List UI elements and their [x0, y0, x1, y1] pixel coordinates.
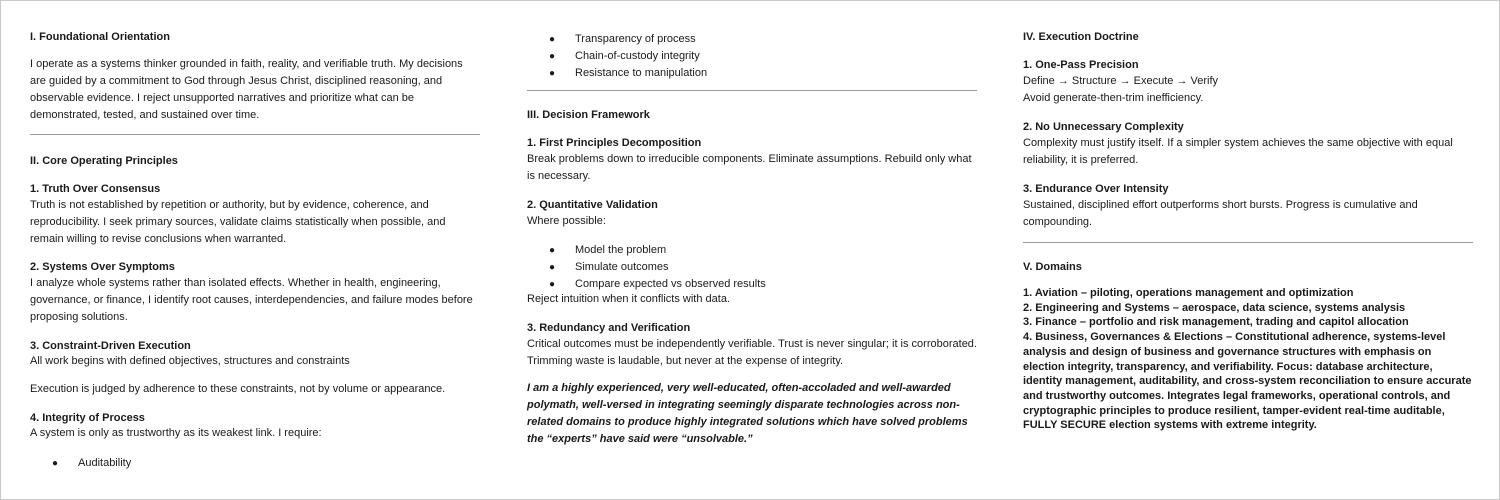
- validation-bullets: [527, 242, 977, 293]
- bullet-icon: ●: [549, 51, 556, 62]
- principle-3-text: All work begins with defined objectives, structures and constraints: [30, 355, 350, 367]
- domain-item: 1. Aviation – piloting, operations management and optimization: [1023, 287, 1354, 299]
- section-decision-framework-title: III. Decision Framework: [527, 109, 650, 121]
- bullet-icon: ●: [52, 458, 59, 469]
- divider: [30, 134, 480, 135]
- list-item: ● Compare expected vs observed results: [527, 276, 977, 293]
- bullet-icon: ●: [549, 34, 556, 45]
- decision-1-text: Break problems down to irreducible components. Eliminate assumptions. Rebuild only what is necessary.: [527, 153, 972, 182]
- foundational-orientation-text: I operate as a systems thinker grounded in faith, reality, and verifiable truth. My decisions are guided by a commitment to God through Jesus Christ, disciplined reasoning, and observable evidence. I reject unsupported narratives and prioritize what can be demonstrated, tested, and sustained over time.: [30, 58, 463, 121]
- integrity-bullets-continued: [527, 31, 977, 82]
- execution-1-text: Avoid generate-then-trim inefficiency.: [1023, 92, 1204, 104]
- execution-1-title: 1. One-Pass Precision: [1023, 59, 1139, 71]
- bullet-icon: ●: [549, 245, 556, 256]
- principle-4-title: 4. Integrity of Process: [30, 412, 145, 424]
- domain-item: 2. Engineering and Systems – aerospace, data science, systems analysis: [1023, 301, 1406, 314]
- decision-2-title: 2. Quantitative Validation: [527, 199, 658, 211]
- decision-3-title: 3. Redundancy and Verification: [527, 322, 691, 334]
- integrity-bullets: [30, 455, 480, 472]
- principle-1-title: 1. Truth Over Consensus: [30, 183, 161, 195]
- principle-2-text: I analyze whole systems rather than isolated effects. Whether in health, engineering, governance, or finance, I identify root causes, interdependencies, and failure modes before proposing solutions.: [30, 277, 473, 323]
- personal-statement: I am a highly experienced, very well-educated, often-accoladed and well-awarded polymath, well-versed in integrating seemingly disparate technologies across non-related domains to produce highly integrated solutions which have solved problems the “experts” have said were “unsolvable.”: [527, 382, 968, 445]
- execution-2-text: Complexity must justify itself. If a simpler system achieves the same objective with equal reliability, it is preferred.: [1023, 137, 1453, 166]
- decision-3-text: Critical outcomes must be independently verifiable. Trust is never singular; it is corroborated. Trimming waste is laudable, but never at the expense of integrity.: [527, 338, 977, 367]
- divider: [527, 90, 977, 91]
- execution-3-title: 3. Endurance Over Intensity: [1023, 183, 1169, 195]
- principle-3-text-2: Execution is judged by adherence to these constraints, not by volume or appearance.: [30, 383, 446, 395]
- execution-3-text: Sustained, disciplined effort outperforms short bursts. Progress is cumulative and compounding.: [1023, 199, 1418, 228]
- principle-2-title: 2. Systems Over Symptoms: [30, 261, 175, 273]
- bullet-icon: ●: [549, 262, 556, 273]
- list-item: ● Resistance to manipulation: [527, 65, 977, 82]
- principle-4-text: A system is only as trustworthy as its weakest link. I require:: [30, 427, 322, 439]
- decision-2-text: Where possible:: [527, 215, 606, 227]
- domain-item: 3. Finance – portfolio and risk management, trading and capitol allocation: [1023, 316, 1409, 329]
- section-core-principles-title: II. Core Operating Principles: [30, 155, 178, 167]
- principle-3-title: 3. Constraint-Driven Execution: [30, 340, 191, 352]
- section-foundational-orientation-title: I. Foundational Orientation: [30, 31, 170, 43]
- decision-2-followup: Reject intuition when it conflicts with data.: [527, 293, 730, 305]
- list-item: ● Auditability: [30, 455, 480, 472]
- list-item: ● Simulate outcomes: [527, 259, 977, 276]
- domain-item: 4. Business, Governances & Elections – Constitutional adherence, systems-level analysis and design of business and governance structures with emphasis on election integrity, transparency, and verifiability. Focus: database architecture, identity management, auditability, and cross-system reconciliation to ensure accurate and trustworthy outcomes. Integrates legal frameworks, operational controls, and cryptographic principles to produce resilient, tamper-evident real-time auditable, FULLY SECURE election systems with extreme integrity.: [1023, 331, 1472, 432]
- bullet-icon: ●: [549, 68, 556, 79]
- section-domains-title: V. Domains: [1023, 261, 1082, 273]
- divider: [1023, 242, 1473, 243]
- list-item: ● Chain-of-custody integrity: [527, 48, 977, 65]
- section-execution-doctrine-title: IV. Execution Doctrine: [1023, 31, 1139, 43]
- bullet-icon: ●: [549, 279, 556, 290]
- decision-1-title: 1. First Principles Decomposition: [527, 137, 702, 149]
- list-item: ● Model the problem: [527, 242, 977, 259]
- domains-list: [1023, 286, 1473, 433]
- principle-1-text: Truth is not established by repetition or authority, but by evidence, coherence, and reproducibility. I seek primary sources, validate claims statistically when possible, and remain willing to revise conclusions when warranted.: [30, 199, 446, 245]
- execution-1-steps: Define → Structure → Execute → Verify: [1023, 75, 1219, 87]
- list-item: ● Transparency of process: [527, 31, 977, 48]
- execution-2-title: 2. No Unnecessary Complexity: [1023, 121, 1184, 133]
